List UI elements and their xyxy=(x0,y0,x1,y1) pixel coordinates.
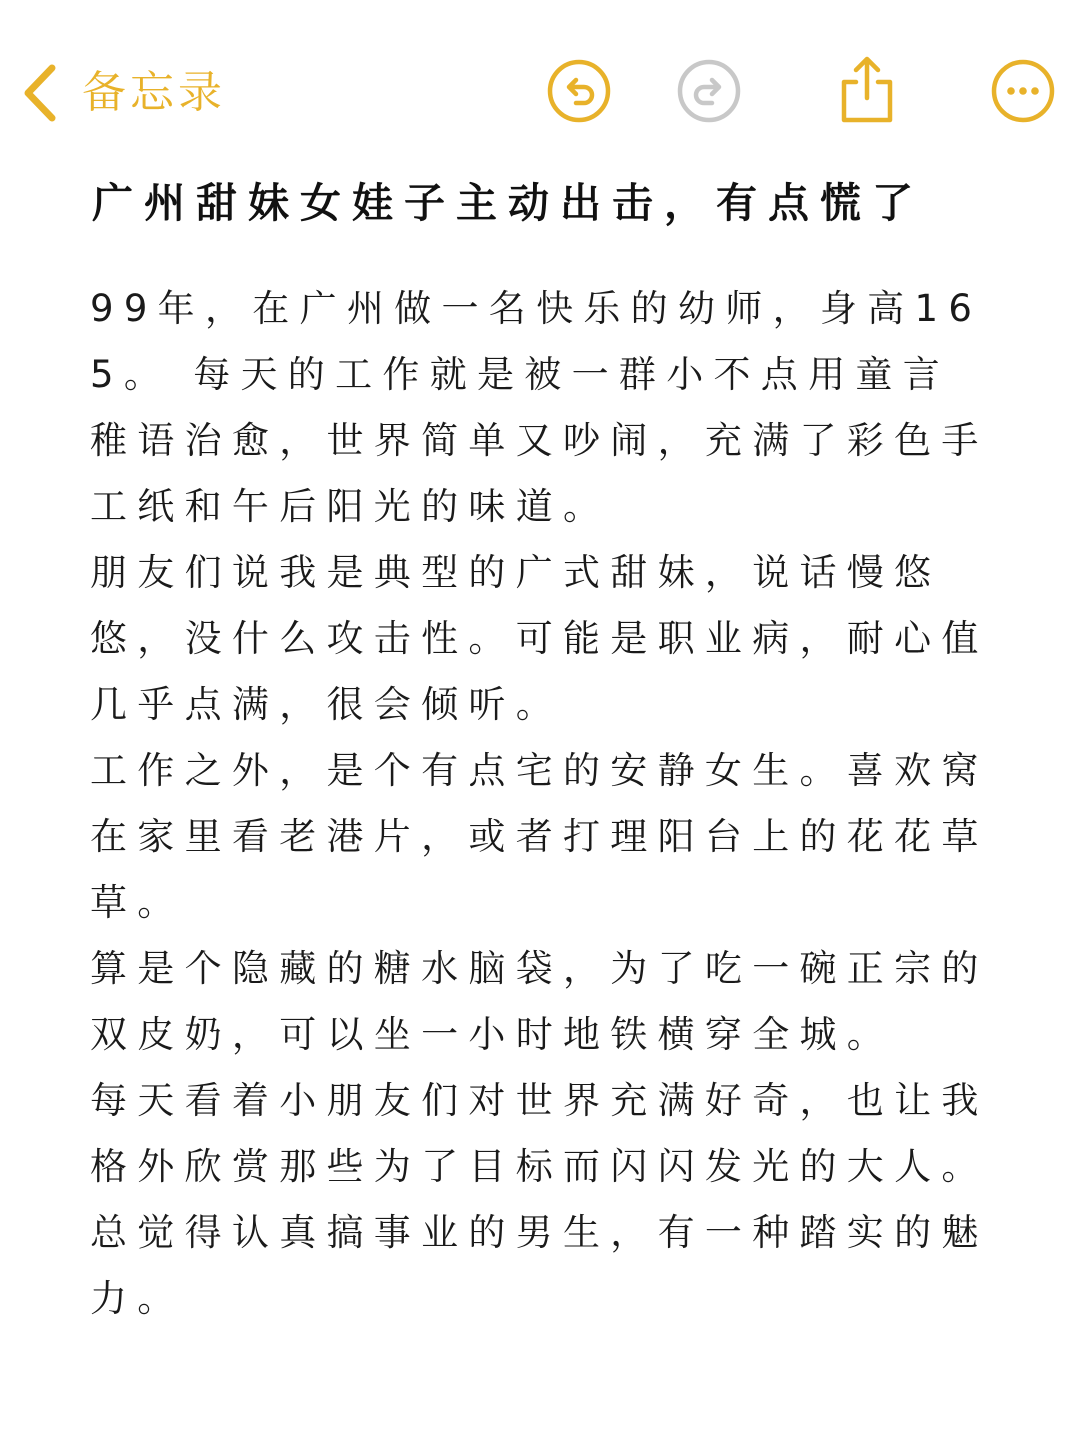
navigation-bar xyxy=(0,0,1080,150)
note-body[interactable] xyxy=(90,276,995,1332)
share-icon xyxy=(834,54,900,126)
note-paragraph: 99年，在广州做一名快乐的幼师，身高165。 每天的工作就是被一群小不点用童言稚语治愈，世界简单又吵闹，充满了彩色手工纸和午后阳光的味道。 xyxy=(90,287,989,528)
undo-button[interactable] xyxy=(546,58,612,124)
note-paragraph: 每天看着小朋友们对世界充满好奇，也让我格外欣赏那些为了目标而闪闪发光的大人。总觉得认真搞事业的男生，有一种踏实的魅力。 xyxy=(90,1079,989,1320)
undo-icon xyxy=(546,58,612,124)
back-button[interactable] xyxy=(22,58,226,128)
share-button[interactable] xyxy=(834,54,900,126)
more-icon xyxy=(990,58,1056,124)
back-label: 备忘录 xyxy=(82,67,226,118)
note-paragraph: 工作之外，是个有点宅的安静女生。喜欢窝在家里看老港片，或者打理阳台上的花花草草。 xyxy=(90,749,989,924)
note-paragraph: 朋友们说我是典型的广式甜妹，说话慢悠悠，没什么攻击性。可能是职业病，耐心值几乎点满，很会倾听。 xyxy=(90,551,989,726)
redo-icon xyxy=(676,58,742,124)
note-paragraph: 算是个隐藏的糖水脑袋，为了吃一碗正宗的双皮奶，可以坐一小时地铁横穿全城。 xyxy=(90,947,989,1056)
redo-button[interactable] xyxy=(676,58,742,124)
note-title[interactable]: 广州甜妹女娃子主动出击，有点慌了 xyxy=(92,179,924,227)
chevron-left-icon xyxy=(22,62,58,124)
more-button[interactable] xyxy=(990,58,1056,124)
